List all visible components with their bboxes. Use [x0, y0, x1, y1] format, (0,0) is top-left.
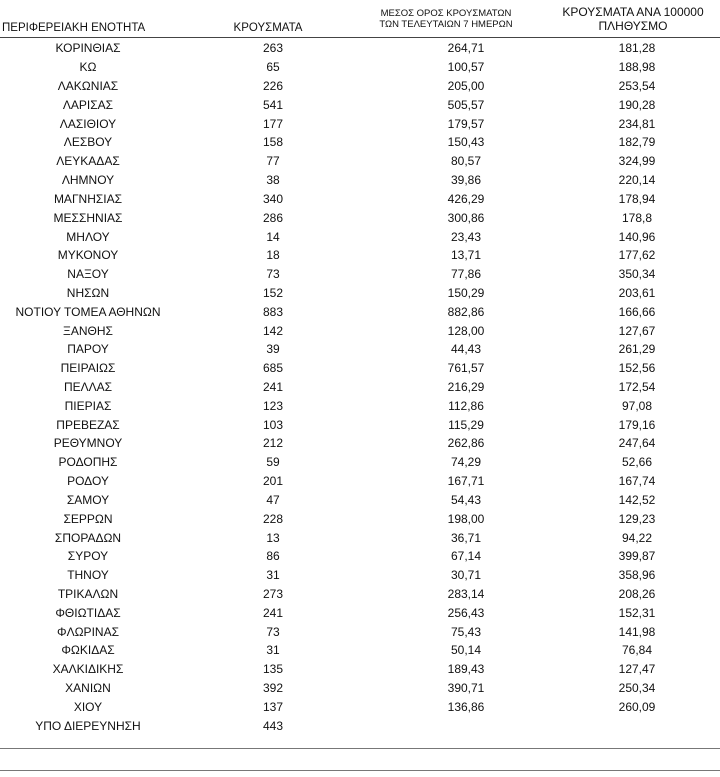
table-row	[0, 509, 720, 528]
cases-cell: 123	[262, 398, 284, 413]
per100k-cell: 152,56	[618, 361, 656, 376]
cases-cell: 137	[262, 699, 284, 714]
avg7-cell: 761,57	[447, 361, 485, 376]
cases-cell: 685	[262, 361, 284, 376]
per100k-cell: 141,98	[618, 624, 656, 639]
cases-cell: 65	[266, 60, 280, 75]
table-row	[0, 679, 720, 698]
table-row	[0, 453, 720, 472]
table-row	[0, 114, 720, 133]
cases-cell: 541	[262, 97, 284, 112]
avg7-cell: 167,71	[447, 474, 485, 489]
avg7-cell: 80,57	[450, 154, 482, 169]
table-row	[0, 39, 720, 58]
cases-cell: 38	[266, 173, 280, 188]
avg7-cell: 390,71	[447, 681, 485, 696]
region-cell: ΛΗΜΝΟΥ	[61, 173, 115, 188]
cases-cell: 18	[266, 248, 280, 263]
region-cell: ΛΑΣΙΘΙΟΥ	[59, 116, 117, 131]
per100k-cell: 234,81	[618, 116, 656, 131]
avg7-cell: 74,29	[450, 455, 482, 470]
region-cell: ΝΗΣΩΝ	[66, 285, 110, 300]
region-cell: ΦΛΩΡΙΝΑΣ	[57, 624, 119, 639]
per100k-cell: 142,52	[618, 492, 656, 507]
per100k-cell: 250,34	[618, 681, 656, 696]
cases-cell: 103	[262, 417, 284, 432]
table-row	[0, 284, 720, 303]
per100k-cell: 52,66	[621, 455, 653, 470]
table-row	[0, 227, 720, 246]
region-cell: ΚΟΡΙΝΘΙΑΣ	[55, 41, 121, 56]
table-row	[0, 585, 720, 604]
cases-table-body	[0, 39, 720, 735]
table-row	[0, 171, 720, 190]
cases-cell: 73	[266, 267, 280, 282]
region-cell: ΥΠΟ ΔΙΕΡΕΥΝΗΣΗ	[35, 718, 141, 733]
region-cell: ΠΙΕΡΙΑΣ	[64, 398, 112, 413]
cases-cell: 47	[266, 492, 280, 507]
region-cell: ΡΟΔΟΥ	[67, 474, 109, 489]
per100k-cell: 399,87	[618, 549, 656, 564]
table-row	[0, 77, 720, 96]
avg7-cell: 426,29	[447, 191, 485, 206]
table-row	[0, 321, 720, 340]
table-row	[0, 697, 720, 716]
table-row	[0, 603, 720, 622]
per100k-cell: 94,22	[621, 530, 653, 545]
region-cell: ΝΟΤΙΟΥ ΤΟΜΕΑ ΑΘΗΝΩΝ	[15, 304, 161, 319]
header-divider	[0, 37, 720, 38]
table-row	[0, 396, 720, 415]
table-row	[0, 566, 720, 585]
cases-cell: 135	[262, 662, 284, 677]
avg7-cell: 264,71	[447, 41, 485, 56]
cases-cell: 286	[262, 210, 284, 225]
per100k-cell: 190,28	[618, 97, 656, 112]
table-row	[0, 716, 720, 735]
avg7-cell: 262,86	[447, 436, 485, 451]
avg7-cell: 150,43	[447, 135, 485, 150]
per100k-cell: 166,66	[618, 304, 656, 319]
per100k-cell: 178,8	[621, 210, 653, 225]
header-avg7-line2: ΤΩΝ ΤΕΛΕΥΤΑΙΩΝ 7 ΗΜΕΡΩΝ	[379, 18, 513, 30]
region-cell: ΚΩ	[79, 60, 97, 75]
avg7-cell: 54,43	[450, 492, 482, 507]
cases-cell: 13	[266, 530, 280, 545]
per100k-cell: 260,09	[618, 699, 656, 714]
avg7-cell: 150,29	[447, 285, 485, 300]
region-cell: ΛΑΡΙΣΑΣ	[62, 97, 114, 112]
cases-cell: 158	[262, 135, 284, 150]
header-region: ΠΕΡΙΦΕΡΕΙΑΚΗ ΕΝΟΤΗΤΑ	[2, 22, 146, 34]
avg7-cell: 205,00	[447, 79, 485, 94]
cases-cell: 59	[266, 455, 280, 470]
region-cell: ΠΕΙΡΑΙΩΣ	[60, 361, 116, 376]
table-row	[0, 208, 720, 227]
table-row	[0, 378, 720, 397]
avg7-cell: 128,00	[447, 323, 485, 338]
avg7-cell: 136,86	[447, 699, 485, 714]
region-cell: ΛΑΚΩΝΙΑΣ	[57, 79, 119, 94]
avg7-cell: 30,71	[450, 568, 482, 583]
cases-cell: 443	[262, 718, 284, 733]
table-row	[0, 434, 720, 453]
cases-cell: 152	[262, 285, 284, 300]
avg7-cell: 75,43	[450, 624, 482, 639]
per100k-cell: 76,84	[621, 643, 653, 658]
avg7-cell: 882,86	[447, 304, 485, 319]
cases-cell: 228	[262, 511, 284, 526]
table-row	[0, 152, 720, 171]
region-cell: ΜΑΓΝΗΣΙΑΣ	[53, 191, 123, 206]
cases-cell: 263	[262, 41, 284, 56]
region-cell: ΧΑΛΚΙΔΙΚΗΣ	[52, 662, 124, 677]
region-cell: ΠΕΛΛΑΣ	[63, 380, 113, 395]
avg7-cell: 44,43	[450, 342, 482, 357]
cases-cell: 31	[266, 643, 280, 658]
per100k-cell: 129,23	[618, 511, 656, 526]
per100k-cell: 208,26	[618, 586, 656, 601]
cases-cell: 201	[262, 474, 284, 489]
region-cell: ΡΕΘΥΜΝΟΥ	[53, 436, 123, 451]
cases-cell: 392	[262, 681, 284, 696]
avg7-cell: 77,86	[450, 267, 482, 282]
avg7-cell: 115,29	[448, 417, 484, 432]
region-cell: ΦΘΙΩΤΙΔΑΣ	[55, 605, 121, 620]
avg7-cell: 112,86	[448, 398, 484, 413]
per100k-cell: 247,64	[618, 436, 656, 451]
cases-cell: 273	[262, 586, 284, 601]
footer-divider-1	[0, 748, 720, 749]
per100k-cell: 188,98	[618, 60, 656, 75]
cases-cell: 14	[266, 229, 280, 244]
region-cell: ΜΕΣΣΗΝΙΑΣ	[53, 210, 123, 225]
header-per100k-line2: ΠΛΗΘΥΣΜΟ	[598, 18, 668, 33]
avg7-cell: 505,57	[447, 97, 485, 112]
avg7-cell: 179,57	[447, 116, 485, 131]
cases-cell: 39	[266, 342, 280, 357]
header-avg7	[356, 9, 536, 31]
table-row	[0, 528, 720, 547]
avg7-cell: 283,14	[447, 586, 485, 601]
region-cell: ΠΡΕΒΕΖΑΣ	[56, 417, 120, 432]
per100k-cell: 324,99	[618, 154, 656, 169]
table-row	[0, 641, 720, 660]
cases-cell: 142	[262, 323, 284, 338]
per100k-cell: 97,08	[621, 398, 653, 413]
per100k-cell: 167,74	[618, 474, 656, 489]
cases-cell: 226	[262, 79, 284, 94]
table-row	[0, 246, 720, 265]
table-row	[0, 58, 720, 77]
cases-cell: 241	[262, 605, 284, 620]
table-row	[0, 190, 720, 209]
avg7-cell: 23,43	[450, 229, 482, 244]
table-row	[0, 359, 720, 378]
per100k-cell: 172,54	[618, 380, 656, 395]
region-cell: ΧΑΝΙΩΝ	[65, 681, 111, 696]
per100k-cell: 181,28	[618, 41, 656, 56]
region-cell: ΤΗΝΟΥ	[67, 568, 109, 583]
per100k-cell: 220,14	[618, 173, 656, 188]
cases-cell: 86	[266, 549, 280, 564]
header-per100k	[545, 6, 720, 34]
region-cell: ΠΑΡΟΥ	[67, 342, 109, 357]
avg7-cell: 300,86	[447, 210, 485, 225]
avg7-cell: 100,57	[447, 60, 485, 75]
table-row	[0, 340, 720, 359]
table-row	[0, 622, 720, 641]
per100k-cell: 178,94	[618, 191, 656, 206]
header-cases: ΚΡΟΥΣΜΑΤΑ	[233, 22, 303, 34]
region-cell: ΣΥΡΟΥ	[67, 549, 109, 564]
region-cell: ΤΡΙΚΑΛΩΝ	[57, 586, 119, 601]
header-per100k-line1: ΚΡΟΥΣΜΑΤΑ ΑΝΑ 100000	[562, 5, 704, 19]
region-cell: ΝΑΞΟΥ	[67, 267, 109, 282]
cases-cell: 73	[266, 624, 280, 639]
per100k-cell: 182,79	[618, 135, 656, 150]
avg7-cell: 39,86	[450, 173, 482, 188]
avg7-cell: 67,14	[450, 549, 482, 564]
cases-cell: 883	[262, 304, 284, 319]
table-row	[0, 133, 720, 152]
region-cell: ΣΕΡΡΩΝ	[63, 511, 113, 526]
per100k-cell: 127,47	[618, 662, 656, 677]
per100k-cell: 350,34	[618, 267, 656, 282]
region-cell: ΞΑΝΘΗΣ	[63, 323, 113, 338]
avg7-cell: 198,00	[447, 511, 485, 526]
table-row	[0, 472, 720, 491]
cases-cell: 77	[266, 154, 280, 169]
avg7-cell: 50,14	[450, 643, 482, 658]
region-cell: ΜΗΛΟΥ	[66, 229, 110, 244]
per100k-cell: 152,31	[618, 605, 656, 620]
region-cell: ΦΩΚΙΔΑΣ	[61, 643, 115, 658]
table-row	[0, 265, 720, 284]
table-row	[0, 302, 720, 321]
avg7-cell: 13,71	[450, 248, 482, 263]
per100k-cell: 253,54	[618, 79, 656, 94]
header-avg7-line1: ΜΕΣΟΣ ΟΡΟΣ ΚΡΟΥΣΜΑΤΩΝ	[380, 8, 512, 19]
table-row	[0, 491, 720, 510]
cases-cell: 241	[262, 380, 284, 395]
region-cell: ΣΠΟΡΑΔΩΝ	[54, 530, 122, 545]
avg7-cell: 256,43	[447, 605, 485, 620]
table-row	[0, 547, 720, 566]
cases-cell: 31	[266, 568, 280, 583]
table-row	[0, 660, 720, 679]
per100k-cell: 127,67	[618, 323, 656, 338]
per100k-cell: 358,96	[618, 568, 656, 583]
cases-cell: 177	[262, 116, 284, 131]
per100k-cell: 179,16	[618, 417, 656, 432]
cases-cell: 340	[262, 191, 284, 206]
region-cell: ΣΑΜΟΥ	[66, 492, 110, 507]
footer-divider-2	[0, 770, 720, 771]
region-cell: ΡΟΔΟΠΗΣ	[58, 455, 118, 470]
per100k-cell: 261,29	[618, 342, 656, 357]
table-row	[0, 95, 720, 114]
region-cell: ΜΥΚΟΝΟΥ	[57, 248, 119, 263]
per100k-cell: 203,61	[618, 285, 656, 300]
region-cell: ΧΙΟΥ	[73, 699, 103, 714]
avg7-cell: 189,43	[447, 662, 485, 677]
cases-cell: 212	[262, 436, 284, 451]
region-cell: ΛΕΥΚΑΔΑΣ	[56, 154, 120, 169]
per100k-cell: 140,96	[618, 229, 656, 244]
table-row	[0, 415, 720, 434]
per100k-cell: 177,62	[618, 248, 656, 263]
avg7-cell: 36,71	[450, 530, 482, 545]
region-cell: ΛΕΣΒΟΥ	[63, 135, 113, 150]
avg7-cell: 216,29	[447, 380, 485, 395]
